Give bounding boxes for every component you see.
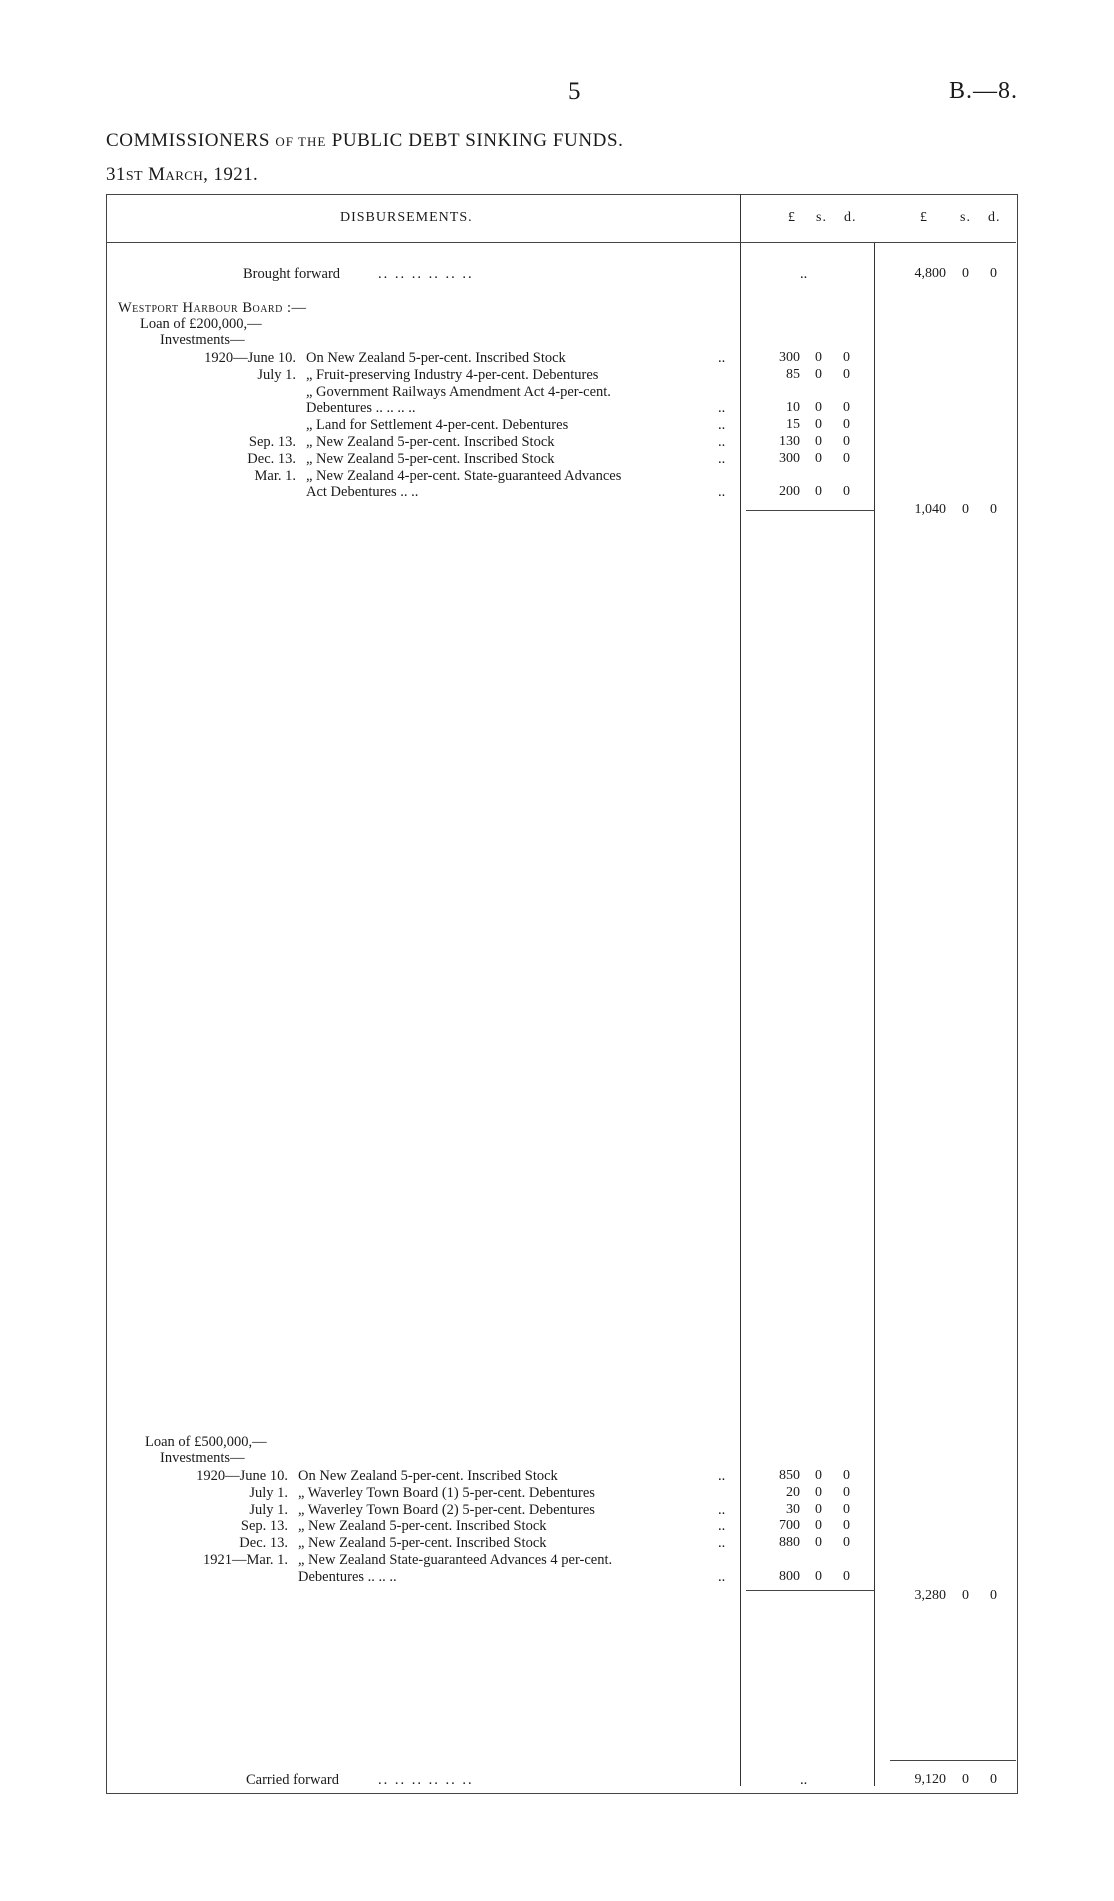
date-year: , 1921. [203, 164, 259, 185]
investment-shillings: 0 [815, 417, 822, 433]
brought-forward-dots: .. .. .. .. .. .. [378, 266, 474, 282]
investment-date: Sep. 13. [240, 1518, 288, 1535]
brought-forward-label: Brought forward [243, 266, 341, 282]
investment-description: Act Debentures .. .. [306, 484, 419, 501]
column-rule-1 [740, 194, 741, 1786]
westport-total-d: 0 [990, 502, 997, 517]
westport-investments-label: Investments— [160, 332, 245, 348]
investment-dots: .. [718, 417, 726, 434]
investment-shillings: 0 [815, 450, 822, 466]
investment-pounds: 850 [779, 1468, 800, 1483]
investment-pence: 0 [843, 1535, 850, 1551]
investment-description: „ Waverley Town Board (1) 5-per-cent. Debentures [298, 1484, 595, 1501]
loan500-total-s: 0 [962, 1588, 969, 1603]
date-suffix: ST [125, 169, 143, 184]
brought-forward-inner-dots: .. [800, 266, 808, 282]
investment-dots: .. [718, 400, 726, 417]
carried-forward-inner-dots: .. [800, 1772, 808, 1788]
investment-dots: .. [718, 450, 726, 467]
investment-pounds: 20 [786, 1484, 800, 1500]
investment-pounds: 880 [779, 1535, 800, 1551]
investment-date: Sep. 13. [248, 434, 296, 450]
carried-forward-rule [890, 1760, 1016, 1761]
paper-reference: B.—8. [949, 78, 1019, 104]
loan500-investments-label: Investments— [160, 1450, 245, 1466]
investment-description: „ Government Railways Amendment Act 4-per-cent. [306, 383, 611, 400]
investment-dots: .. [718, 1535, 726, 1552]
investment-shillings: 0 [815, 1568, 822, 1584]
investment-description: „ New Zealand 5-per-cent. Inscribed Stock [298, 1535, 547, 1552]
investment-description: „ Land for Settlement 4-per-cent. Debentures [306, 417, 569, 434]
investment-shillings: 0 [815, 1535, 822, 1551]
investment-pounds: 130 [779, 434, 800, 449]
investment-description: „ New Zealand 5-per-cent. Inscribed Stock [298, 1518, 547, 1535]
investment-description: On New Zealand 5-per-cent. Inscribed Stock [298, 1468, 558, 1484]
header-rule [106, 242, 1016, 243]
page-number: 5 [568, 78, 581, 105]
investment-pounds: 10 [786, 400, 800, 416]
column-header-pence-inner: d. [844, 210, 857, 225]
investment-description: „ New Zealand 5-per-cent. Inscribed Stock [306, 434, 555, 450]
investment-pounds: 15 [786, 417, 800, 433]
investment-description: „ New Zealand 5-per-cent. Inscribed Stock [306, 450, 555, 467]
investment-date: Dec. 13. [239, 1535, 288, 1552]
investment-pence: 0 [843, 1568, 850, 1584]
investment-date: July 1. [249, 1501, 288, 1518]
investment-description: Debentures .. .. .. [298, 1568, 397, 1585]
westport-total: 1,040 [914, 502, 946, 517]
column-header-shillings-outer: s. [960, 210, 971, 225]
column-header-pounds-inner: £ [788, 210, 796, 225]
carried-forward-total: 9,120 [914, 1772, 946, 1787]
loan500-label: Loan of £500,000,— [145, 1434, 267, 1450]
investment-pence: 0 [843, 366, 850, 382]
investment-date: 1921—Mar. 1. [203, 1552, 288, 1568]
section-heading-westport: Westport Harbour Board :— [118, 300, 307, 316]
investment-description: Debentures .. .. .. .. [306, 400, 416, 417]
investment-shillings: 0 [815, 366, 822, 382]
investment-dots: .. [718, 1518, 726, 1535]
investment-dots: .. [718, 1468, 726, 1484]
date-day: 31 [106, 164, 126, 185]
westport-loan-label: Loan of £200,000,— [140, 316, 262, 332]
investment-date: 1920—June 10. [196, 1468, 288, 1484]
investment-pounds: 300 [779, 450, 800, 466]
investment-description: „ Waverley Town Board (2) 5-per-cent. Debentures [298, 1501, 595, 1518]
carried-forward-label: Carried forward [246, 1772, 339, 1788]
investment-description: On New Zealand 5-per-cent. Inscribed Stock [306, 350, 566, 366]
column-rule-2 [874, 242, 875, 1786]
title-part2: OF THE [275, 134, 327, 149]
investment-pence: 0 [843, 1468, 850, 1483]
investment-date: July 1. [257, 366, 296, 383]
loan500-total-d: 0 [990, 1588, 997, 1603]
investment-pence: 0 [843, 417, 850, 433]
investment-pence: 0 [843, 1501, 850, 1517]
investment-description: „ New Zealand 4-per-cent. State-guaranteed Advances [306, 467, 622, 484]
investment-description: „ Fruit-preserving Industry 4-per-cent. Debentures [306, 366, 599, 383]
investment-pence: 0 [843, 434, 850, 449]
investment-pounds: 85 [786, 366, 800, 382]
investment-pounds: 300 [779, 350, 800, 365]
investment-shillings: 0 [815, 350, 822, 365]
brought-forward-s: 0 [962, 266, 969, 281]
loan500-total: 3,280 [914, 1588, 946, 1603]
carried-forward-dots: .. .. .. .. .. .. [378, 1772, 474, 1788]
westport-total-s: 0 [962, 502, 969, 517]
investment-pence: 0 [843, 400, 850, 416]
column-header-shillings-inner: s. [816, 210, 827, 225]
investment-shillings: 0 [815, 1501, 822, 1517]
investment-pence: 0 [843, 1518, 850, 1534]
investment-date: Dec. 13. [247, 450, 296, 467]
investment-shillings: 0 [815, 400, 822, 416]
investment-pounds: 30 [786, 1501, 800, 1517]
investment-dots: .. [718, 434, 726, 450]
investment-date: July 1. [249, 1484, 288, 1501]
investment-pounds: 200 [779, 484, 800, 500]
column-header-disbursements: DISBURSEMENTS. [340, 210, 473, 225]
investment-pence: 0 [843, 484, 850, 500]
westport-subtotal-rule [746, 510, 874, 511]
title-part1: COMMISSIONERS [106, 130, 271, 151]
carried-forward-d: 0 [990, 1772, 997, 1787]
page-title [106, 130, 624, 152]
investment-pounds: 800 [779, 1568, 800, 1584]
date-month: March [148, 164, 204, 185]
statement-date [106, 164, 258, 186]
investment-date: Mar. 1. [254, 467, 296, 484]
investment-pounds: 700 [779, 1518, 800, 1534]
investment-date: 1920—June 10. [204, 350, 296, 366]
column-header-pence-outer: d. [988, 210, 1001, 225]
column-header-pounds-outer: £ [920, 210, 928, 225]
investment-description: „ New Zealand State-guaranteed Advances 4 per-cent. [298, 1552, 613, 1568]
investment-shillings: 0 [815, 1518, 822, 1534]
investment-dots: .. [718, 1568, 726, 1585]
carried-forward-s: 0 [962, 1772, 969, 1787]
investment-dots: .. [718, 1501, 726, 1518]
loan500-subtotal-rule [746, 1590, 874, 1591]
investment-pence: 0 [843, 1484, 850, 1500]
investment-pence: 0 [843, 450, 850, 466]
title-part3: PUBLIC DEBT SINKING FUNDS. [331, 130, 624, 151]
brought-forward-total: 4,800 [914, 266, 946, 281]
investment-pence: 0 [843, 350, 850, 365]
investment-shillings: 0 [815, 1484, 822, 1500]
investment-shillings: 0 [815, 434, 822, 449]
investment-shillings: 0 [815, 1468, 822, 1483]
investment-dots: .. [718, 350, 726, 366]
investment-dots: .. [718, 484, 726, 501]
investment-shillings: 0 [815, 484, 822, 500]
brought-forward-d: 0 [990, 266, 997, 281]
